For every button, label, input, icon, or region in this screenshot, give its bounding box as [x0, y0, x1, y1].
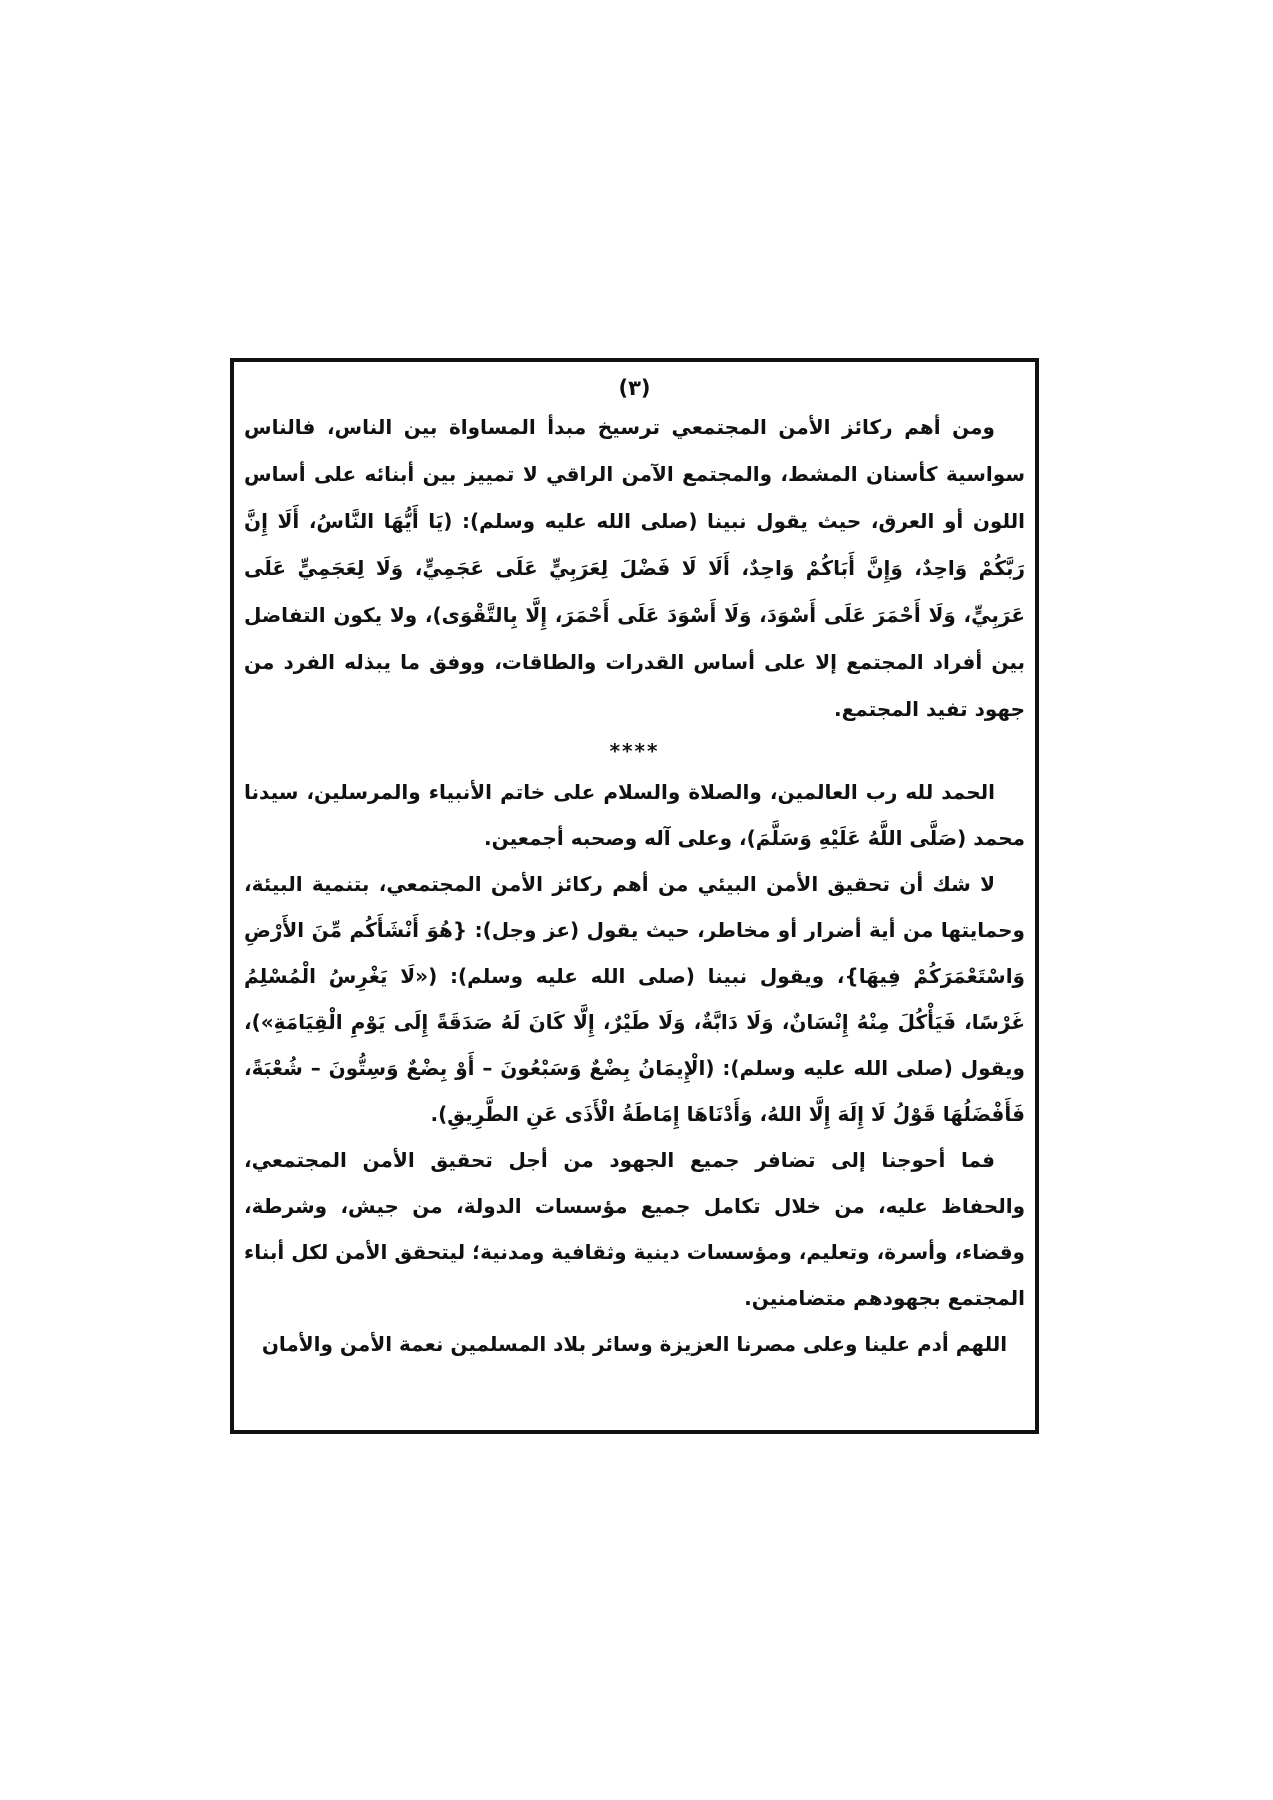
page-number: (٣): [618, 376, 651, 400]
paragraph-solidarity: فما أحوجنا إلى تضافر جميع الجهود من أجل تحقيق الأمن المجتمعي، والحفاظ عليه، من خلال تكامل جميع مؤسسات الدولة، من جيش، وشرطة، وقضاء، وأسرة، وتعليم، ومؤسسات دينية وثقافية ومدنية؛ ليتحقق الأمن لكل أبناء المجتمع بجهودهم متضامنين.: [244, 1148, 1025, 1310]
page-frame: [230, 358, 1039, 1434]
section-separator: ****: [609, 739, 660, 763]
paragraph-equality: ومن أهم ركائز الأمن المجتمعي ترسيخ مبدأ المساواة بين الناس، فالناس سواسية كأسنان المشط، والمجتمع الآمن الراقي لا تمييز بين أبنائه على أساس اللون أو العرق، حيث يقول نبينا (صلى الله عليه وسلم): (يَا أَيُّهَا النَّاسُ، أَلَا إِنَّ رَبَّكُمْ وَاحِدٌ، وَإِنَّ أَبَاكُمْ وَاحِدٌ، أَلَا لَا فَضْلَ لِعَرَبِيٍّ عَلَى عَجَمِيٍّ، وَلَا لِعَجَمِيٍّ عَلَى عَرَبِيٍّ، وَلَا أَحْمَرَ عَلَى أَسْوَدَ، وَلَا أَسْوَدَ عَلَى أَحْمَرَ، إِلَّا بِالتَّقْوَى)، ولا يكون التفاضل بين أفراد المجتمع إلا على أساس القدرات والطاقات، ووفق ما يبذله الفرد من جهود تفيد المجتمع.: [244, 415, 1025, 721]
paragraph-praise: الحمد لله رب العالمين، والصلاة والسلام على خاتم الأنبياء والمرسلين، سيدنا محمد (صَلَّى اللَّهُ عَلَيْهِ وَسَلَّمَ)، وعلى آله وصحبه أجمعين.: [244, 780, 1025, 850]
closing-prayer: اللهم أدم علينا وعلى مصرنا العزيزة وسائر بلاد المسلمين نعمة الأمن والأمان: [261, 1332, 1008, 1356]
paragraph-environment: لا شك أن تحقيق الأمن البيئي من أهم ركائز الأمن المجتمعي، بتنمية البيئة، وحمايتها من أية أضرار أو مخاطر، حيث يقول (عز وجل): {هُوَ أَنْشَأَكُم مِّنَ الأَرْضِ وَاسْتَعْمَرَكُمْ فِيهَا}، ويقول نبينا (صلى الله عليه وسلم): («لَا يَغْرِسُ الْمُسْلِمُ غَرْسًا، فَيَأْكُلَ مِنْهُ إِنْسَانٌ، وَلَا دَابَّةٌ، وَلَا طَيْرٌ، إِلَّا كَانَ لَهُ صَدَقَةً إِلَى يَوْمِ الْقِيَامَةِ»)، ويقول (صلى الله عليه وسلم): (الْإِيمَانُ بِضْعٌ وَسَبْعُونَ – أَوْ بِضْعٌ وَسِتُّونَ – شُعْبَةً، فَأَفْضَلُهَا قَوْلُ لَا إِلَهَ إِلَّا اللهُ، وَأَدْنَاهَا إِمَاطَةُ الْأَذَى عَنِ الطَّرِيقِ).: [244, 872, 1025, 1126]
